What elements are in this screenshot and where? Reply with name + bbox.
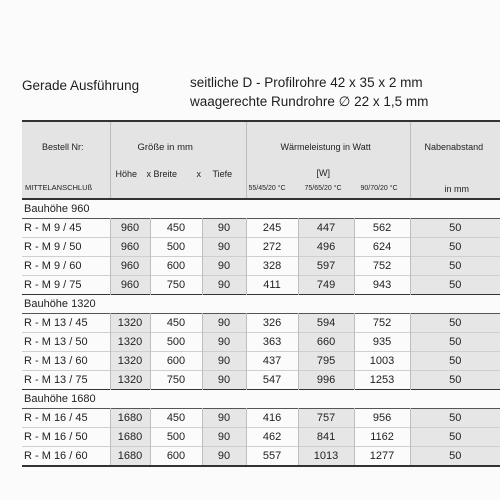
cell-heat-75: 996 (298, 371, 354, 390)
header-size (110, 121, 246, 199)
cell-order-number: R - M 9 / 45 (22, 219, 110, 238)
cell-heat-75: 660 (298, 333, 354, 352)
header-order-label: Bestell Nr: (42, 142, 84, 152)
header-heat-output (246, 121, 410, 199)
cell-heat-75: 841 (298, 428, 354, 447)
header-x: x (196, 169, 201, 179)
table-row (22, 409, 500, 428)
header-hub-unit: in mm (444, 184, 470, 194)
spec-profile-tubes: seitliche D - Profilrohre 42 x 35 x 2 mm (190, 75, 423, 90)
cell-heat-55: 462 (246, 428, 298, 447)
cell-width: 450 (150, 314, 202, 333)
cell-depth: 90 (202, 276, 246, 295)
cell-width: 450 (150, 219, 202, 238)
cell-heat-90: 935 (354, 333, 410, 352)
cell-width: 500 (150, 238, 202, 257)
header-temp-3: 90/70/20 °C (360, 185, 398, 192)
cell-heat-90: 956 (354, 409, 410, 428)
cell-depth: 90 (202, 428, 246, 447)
cell-heat-75: 594 (298, 314, 354, 333)
cell-heat-75: 496 (298, 238, 354, 257)
cell-hub-distance: 50 (410, 409, 500, 428)
spec-round-tubes: waagerechte Rundrohre ∅ 22 x 1,5 mm (190, 94, 429, 109)
cell-order-number: R - M 13 / 50 (22, 333, 110, 352)
table-row (22, 276, 500, 295)
group-title: Bauhöhe 960 (22, 199, 500, 219)
cell-heat-55: 547 (246, 371, 298, 390)
cell-heat-75: 749 (298, 276, 354, 295)
header-width: x Breite (146, 169, 178, 179)
cell-heat-55: 416 (246, 409, 298, 428)
cell-hub-distance: 50 (410, 333, 500, 352)
heading-tube-specs (190, 73, 428, 111)
cell-heat-55: 326 (246, 314, 298, 333)
cell-hub-distance: 50 (410, 238, 500, 257)
cell-height: 1320 (110, 333, 150, 352)
heading-straight-version: Gerade Ausführung (22, 78, 140, 93)
cell-heat-55: 363 (246, 333, 298, 352)
cell-height: 1320 (110, 314, 150, 333)
cell-order-number: R - M 9 / 60 (22, 257, 110, 276)
cell-height: 960 (110, 219, 150, 238)
cell-order-number: R - M 13 / 60 (22, 352, 110, 371)
cell-width: 600 (150, 257, 202, 276)
cell-depth: 90 (202, 219, 246, 238)
cell-heat-75: 757 (298, 409, 354, 428)
table-row (22, 238, 500, 257)
cell-hub-distance: 50 (410, 352, 500, 371)
cell-depth: 90 (202, 352, 246, 371)
cell-width: 600 (150, 447, 202, 467)
cell-order-number: R - M 9 / 50 (22, 238, 110, 257)
cell-heat-90: 624 (354, 238, 410, 257)
cell-hub-distance: 50 (410, 314, 500, 333)
cell-height: 1680 (110, 447, 150, 467)
table-row (22, 219, 500, 238)
group-title: Bauhöhe 1320 (22, 295, 500, 314)
cell-heat-55: 437 (246, 352, 298, 371)
cell-heat-90: 752 (354, 314, 410, 333)
header-size-label: Größe in mm (137, 142, 193, 153)
cell-heat-90: 1162 (354, 428, 410, 447)
cell-order-number: R - M 16 / 50 (22, 428, 110, 447)
table-row (22, 428, 500, 447)
cell-order-number: R - M 13 / 45 (22, 314, 110, 333)
table-row (22, 352, 500, 371)
cell-height: 1680 (110, 428, 150, 447)
cell-width: 750 (150, 371, 202, 390)
table-row (22, 333, 500, 352)
cell-depth: 90 (202, 409, 246, 428)
cell-heat-75: 597 (298, 257, 354, 276)
header-watt-unit: [W] (316, 168, 331, 178)
group-title: Bauhöhe 1680 (22, 390, 500, 409)
cell-hub-distance: 50 (410, 428, 500, 447)
cell-heat-75: 795 (298, 352, 354, 371)
cell-depth: 90 (202, 314, 246, 333)
cell-height: 960 (110, 238, 150, 257)
header-height: Höhe (115, 169, 138, 179)
cell-hub-distance: 50 (410, 219, 500, 238)
group-heading-row (22, 390, 500, 409)
cell-heat-90: 562 (354, 219, 410, 238)
header-heat-label: Wärmeleistung in Watt (280, 142, 371, 152)
cell-hub-distance: 50 (410, 371, 500, 390)
cell-heat-55: 245 (246, 219, 298, 238)
cell-height: 1320 (110, 352, 150, 371)
group-heading-row (22, 199, 500, 219)
header-depth: Tiefe (212, 169, 233, 179)
table-row (22, 314, 500, 333)
cell-heat-55: 272 (246, 238, 298, 257)
group-heading-row (22, 295, 500, 314)
cell-width: 500 (150, 333, 202, 352)
cell-hub-distance: 50 (410, 447, 500, 467)
cell-heat-55: 328 (246, 257, 298, 276)
cell-width: 450 (150, 409, 202, 428)
radiator-table (22, 120, 500, 467)
cell-height: 960 (110, 276, 150, 295)
cell-heat-90: 752 (354, 257, 410, 276)
cell-order-number: R - M 13 / 75 (22, 371, 110, 390)
cell-order-number: R - M 16 / 45 (22, 409, 110, 428)
header-temp-2: 75/65/20 °C (304, 185, 342, 192)
cell-width: 600 (150, 352, 202, 371)
cell-order-number: R - M 16 / 60 (22, 447, 110, 467)
cell-depth: 90 (202, 447, 246, 467)
cell-heat-55: 411 (246, 276, 298, 295)
header-hub-distance (410, 121, 500, 199)
cell-heat-90: 1253 (354, 371, 410, 390)
cell-heat-55: 557 (246, 447, 298, 467)
cell-heat-90: 1003 (354, 352, 410, 371)
table-row (22, 257, 500, 276)
cell-heat-90: 943 (354, 276, 410, 295)
cell-heat-75: 1013 (298, 447, 354, 467)
cell-width: 500 (150, 428, 202, 447)
cell-height: 960 (110, 257, 150, 276)
header-hub-label: Nabenabstand (424, 142, 484, 152)
cell-depth: 90 (202, 333, 246, 352)
table-header-row (22, 121, 500, 199)
cell-order-number: R - M 9 / 75 (22, 276, 110, 295)
radiator-table-container (22, 120, 500, 480)
cell-depth: 90 (202, 371, 246, 390)
cell-heat-75: 447 (298, 219, 354, 238)
cell-height: 1680 (110, 409, 150, 428)
header-order-number (22, 121, 110, 199)
table-body (22, 199, 500, 466)
header-center-connection: MITTELANSCHLUß (25, 183, 93, 192)
table-row (22, 447, 500, 467)
cell-hub-distance: 50 (410, 257, 500, 276)
header-temp-1: 55/45/20 °C (248, 185, 286, 192)
cell-heat-90: 1277 (354, 447, 410, 467)
cell-height: 1320 (110, 371, 150, 390)
cell-width: 750 (150, 276, 202, 295)
cell-hub-distance: 50 (410, 276, 500, 295)
cell-depth: 90 (202, 238, 246, 257)
cell-depth: 90 (202, 257, 246, 276)
table-row (22, 371, 500, 390)
